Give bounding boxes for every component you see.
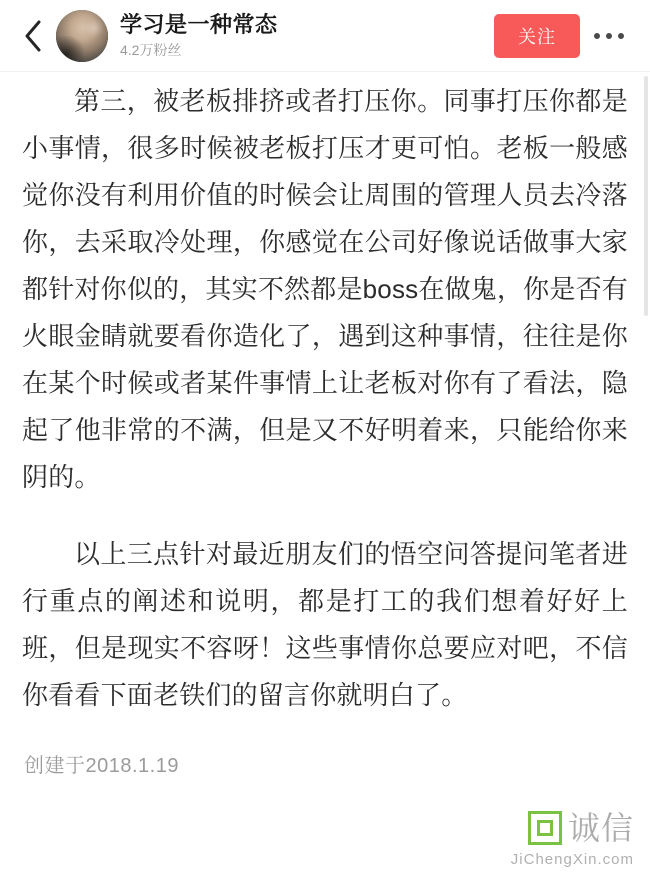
- page-header: [0, 0, 650, 72]
- avatar-highlight: [85, 19, 105, 37]
- article-paragraph: 第三，被老板排挤或者打压你。同事打压你都是小事情，很多时候被老板打压才更可怕。老板一般感觉你没有利用价值的时候会让周围的管理人员去冷落你，去采取冷处理，你感觉在公司好像说话做事大家都针对你似的，其实不然都是boss在做鬼，你是否有火眼金睛就要看你造化了，遇到这种事情，往往是你在某个时候或者某件事情上让老板对你有了看法，隐起了他非常的不满，但是又不好明着来，只能给你来阴的。: [22, 86, 628, 492]
- more-options-button[interactable]: [586, 12, 632, 60]
- scrollbar[interactable]: [644, 76, 648, 776]
- create-date: 创建于2018.1.19: [24, 755, 179, 777]
- header-divider: [0, 71, 650, 72]
- chevron-left-icon: [23, 19, 43, 53]
- avatar-shading: [56, 36, 87, 62]
- article-content: [0, 72, 650, 878]
- avatar[interactable]: [56, 10, 108, 62]
- watermark-row: [511, 811, 634, 845]
- back-button[interactable]: [12, 12, 54, 60]
- follow-button[interactable]: 关注: [494, 14, 580, 58]
- follower-count: 4.2万粉丝: [120, 42, 182, 59]
- watermark: [511, 811, 634, 868]
- more-horizontal-icon: [594, 33, 624, 39]
- article-paragraph: 以上三点针对最近朋友们的悟空问答提问笔者进行重点的阐述和说明，都是打工的我们想着好好上班，但是现实不容呀！这些事情你总要应对吧，不信你看看下面老铁们的留言你就明白了。: [22, 539, 628, 710]
- account-name: 学习是一种常态: [120, 12, 278, 38]
- scrollbar-thumb[interactable]: [644, 76, 648, 316]
- square-frame-logo-icon: [528, 811, 562, 845]
- watermark-brand: 诚信: [567, 810, 634, 846]
- account-info[interactable]: [120, 12, 494, 59]
- watermark-url: JiChengXin.com: [510, 851, 634, 868]
